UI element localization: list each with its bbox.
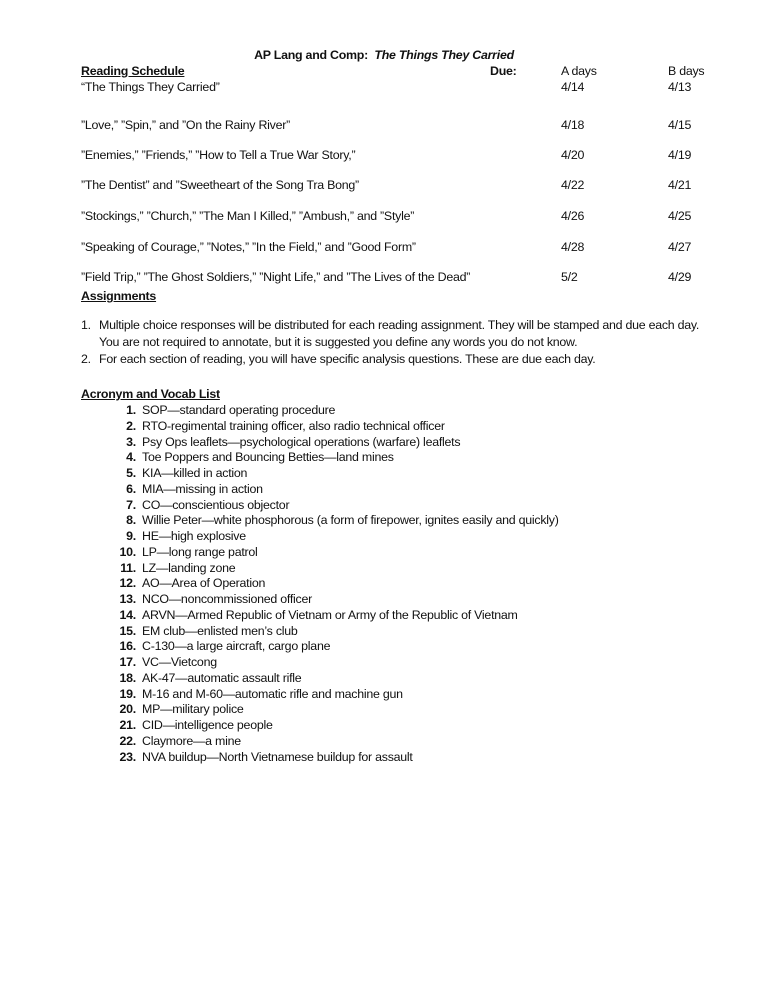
- vocab-item: [110, 734, 559, 750]
- item-number: 8.: [126, 513, 136, 528]
- reading-title: ”The Dentist” and ”Sweetheart of the Song Tra Bong”: [81, 178, 359, 192]
- item-number: 1.: [126, 403, 136, 417]
- vocab-item: [110, 624, 559, 640]
- vocab-item: [110, 687, 559, 703]
- a-day-date: 4/22: [561, 178, 585, 192]
- item-text: SOP—standard operating procedure: [142, 403, 336, 417]
- item-text: Willie Peter—white phosphorous (a form of firepower, ignites easily and quickly): [142, 513, 559, 528]
- item-text: NVA buildup—North Vietnamese buildup for assault: [142, 749, 413, 764]
- item-text: NCO—noncommissioned officer: [142, 592, 312, 606]
- reading-title: ”Speaking of Courage,” ”Notes,” ”In the Field,” and ”Good Form”: [81, 240, 416, 254]
- item-text: M-16 and M-60—automatic rifle and machine gun: [142, 686, 403, 701]
- item-number: 2.: [126, 418, 136, 433]
- b-day-date: 4/15: [668, 118, 692, 132]
- item-number: 7.: [126, 497, 136, 512]
- item-text: LZ—landing zone: [142, 560, 236, 575]
- item-number: 9.: [126, 529, 136, 543]
- a-day-date: 4/26: [561, 209, 585, 223]
- item-text: CO—conscientious objector: [142, 497, 290, 512]
- a-day-date: 4/20: [561, 148, 585, 162]
- schedule-row: [81, 80, 721, 96]
- vocab-item: [110, 671, 559, 687]
- reading-title: ”Field Trip,” ”The Ghost Soldiers,” ”Night Life,” and ”The Lives of the Dead”: [81, 270, 471, 284]
- col-b-header: B days: [668, 64, 705, 78]
- item-number: 14.: [119, 607, 136, 622]
- vocab-item: [110, 655, 559, 671]
- b-day-date: 4/29: [668, 270, 692, 284]
- item-number: 21.: [119, 718, 136, 732]
- b-day-date: 4/27: [668, 240, 692, 254]
- a-day-date: 4/14: [561, 80, 585, 94]
- vocab-heading: Acronym and Vocab List: [81, 387, 220, 401]
- item-text: ARVN—Armed Republic of Vietnam or Army of the Republic of Vietnam: [142, 607, 518, 622]
- schedule-row: [81, 148, 721, 164]
- item-number: 6.: [126, 481, 136, 496]
- schedule-row: [81, 118, 721, 134]
- a-day-date: 4/28: [561, 240, 585, 254]
- item-number: 19.: [119, 686, 136, 701]
- item-number: 3.: [126, 434, 136, 449]
- item-text: CID—intelligence people: [142, 718, 273, 732]
- item-number: 20.: [119, 702, 136, 717]
- item-number: 22.: [119, 733, 136, 748]
- item-number: 15.: [119, 623, 136, 638]
- reading-title: ”Stockings,” ”Church,” ”The Man I Killed,” ”Ambush,” and ”Style”: [81, 209, 415, 223]
- item-number: 2.: [81, 352, 91, 366]
- due-label: Due:: [490, 64, 517, 78]
- b-day-date: 4/21: [668, 178, 692, 192]
- item-text: EM club—enlisted men’s club: [142, 623, 298, 638]
- item-text: KIA—killed in action: [142, 466, 248, 480]
- item-number: 1.: [81, 318, 91, 332]
- reading-title: ”Enemies,” ”Friends,” ”How to Tell a True War Story,”: [81, 148, 356, 162]
- item-text: HE—high explosive: [142, 529, 246, 543]
- a-day-date: 4/18: [561, 118, 585, 132]
- vocab-item: [110, 576, 559, 592]
- title-book: The Things They Carried: [374, 48, 514, 62]
- item-number: 5.: [126, 466, 136, 480]
- item-text: C-130—a large aircraft, cargo plane: [142, 639, 331, 654]
- item-text: VC—Vietcong: [142, 655, 217, 669]
- vocab-item: [110, 419, 559, 435]
- vocab-item: [110, 545, 559, 561]
- item-number: 16.: [119, 639, 136, 654]
- b-day-date: 4/25: [668, 209, 692, 223]
- vocab-item: [110, 450, 559, 466]
- item-number: 23.: [119, 749, 136, 764]
- vocab-item: [110, 639, 559, 655]
- item-text: AO—Area of Operation: [142, 576, 266, 591]
- vocab-item: [110, 750, 559, 766]
- item-number: 10.: [119, 544, 136, 559]
- vocab-item: [110, 482, 559, 498]
- col-a-header: A days: [561, 64, 597, 78]
- item-text: Psy Ops leaflets—psychological operations (warfare) leaflets: [142, 434, 461, 449]
- vocab-item: [110, 608, 559, 624]
- vocab-item: [110, 702, 559, 718]
- a-day-date: 5/2: [561, 270, 578, 284]
- item-number: 17.: [119, 655, 136, 669]
- schedule-row: [81, 209, 721, 225]
- schedule-row: [81, 240, 721, 256]
- item-text: MIA—missing in action: [142, 481, 263, 496]
- item-text: Multiple choice responses will be distributed for each reading assignment. They will be stamped and due each day. You are not required to annotate, but it is suggested you define any words you do not know.: [99, 318, 700, 349]
- item-text: Toe Poppers and Bouncing Betties—land mines: [142, 450, 394, 465]
- vocab-item: [110, 513, 559, 529]
- reading-title: “The Things They Carried”: [81, 80, 220, 94]
- item-number: 12.: [119, 576, 136, 591]
- item-text: RTO-regimental training officer, also radio technical officer: [142, 418, 445, 433]
- vocab-item: [110, 466, 559, 482]
- item-text: LP—long range patrol: [142, 544, 258, 559]
- title-prefix: AP Lang and Comp:: [254, 48, 368, 62]
- item-text: For each section of reading, you will have specific analysis questions. These are due each day.: [99, 352, 596, 366]
- reading-schedule-heading: Reading Schedule: [81, 64, 185, 78]
- reading-title: ”Love,” ”Spin,” and ”On the Rainy River”: [81, 118, 290, 132]
- item-number: 18.: [119, 670, 136, 685]
- b-day-date: 4/19: [668, 148, 692, 162]
- vocab-item: [110, 718, 559, 734]
- vocab-list: [110, 403, 559, 765]
- item-number: 4.: [126, 450, 136, 465]
- vocab-item: [110, 498, 559, 514]
- assignment-item: [81, 351, 721, 368]
- vocab-item: [110, 435, 559, 451]
- schedule-row: [81, 270, 721, 286]
- assignments-heading: Assignments: [81, 289, 157, 303]
- assignment-item: [81, 317, 721, 351]
- item-number: 11.: [120, 560, 136, 575]
- item-text: Claymore—a mine: [142, 733, 241, 748]
- item-text: AK-47—automatic assault rifle: [142, 670, 302, 685]
- schedule-row: [81, 178, 721, 194]
- vocab-item: [110, 561, 559, 577]
- item-text: MP—military police: [142, 702, 244, 717]
- vocab-item: [110, 592, 559, 608]
- vocab-item: [110, 403, 559, 419]
- vocab-item: [110, 529, 559, 545]
- document-title: [0, 48, 768, 62]
- item-number: 13.: [119, 592, 136, 606]
- b-day-date: 4/13: [668, 80, 692, 94]
